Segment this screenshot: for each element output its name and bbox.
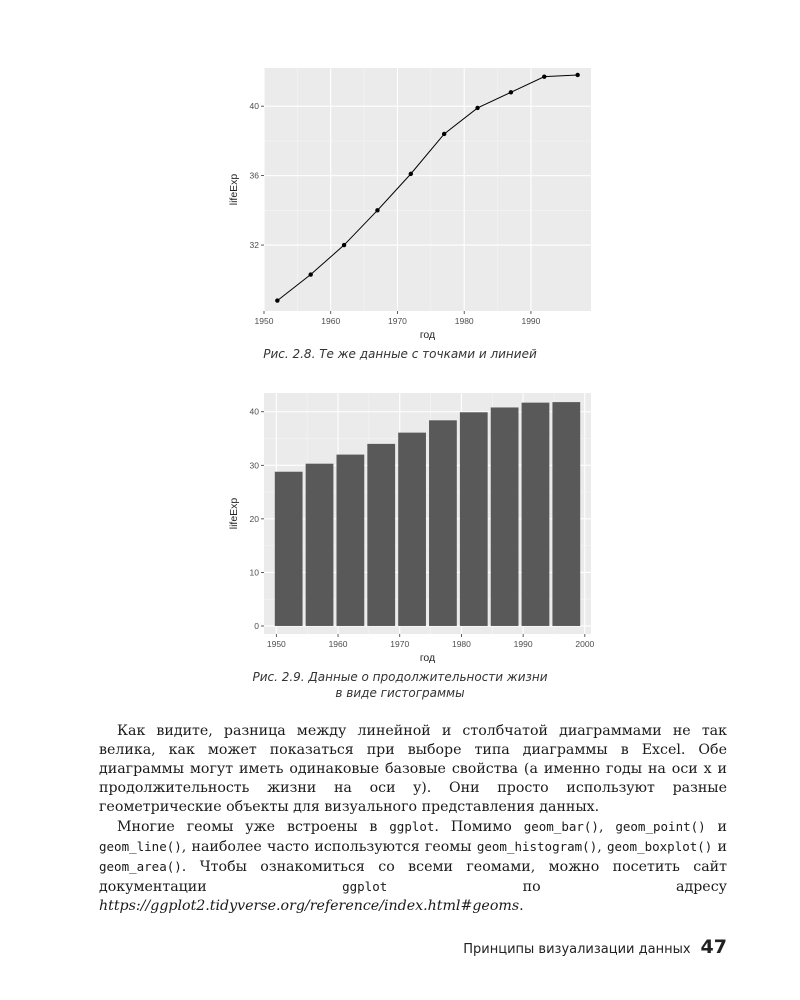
y-axis-label: lifeExp <box>228 173 240 206</box>
line-chart <box>225 62 600 342</box>
data-point <box>575 73 579 77</box>
bar <box>336 455 364 626</box>
figure-2-9-caption <box>0 669 800 701</box>
body-text <box>99 722 727 916</box>
figure-2-9 <box>225 388 600 664</box>
x-tick-label: 1970 <box>390 639 410 649</box>
x-axis-label: год <box>419 329 436 341</box>
text: и <box>712 839 727 855</box>
code-geom-area: geom_area() <box>99 859 182 874</box>
code-geom-histogram: geom_histogram() <box>476 839 598 854</box>
text: по адресу <box>387 879 727 895</box>
data-point <box>342 243 346 247</box>
figure-2-8 <box>225 62 600 342</box>
data-point <box>275 298 279 302</box>
data-point <box>409 172 413 176</box>
x-tick-label: 1950 <box>254 316 274 326</box>
y-axis-label: lifeExp <box>228 497 240 530</box>
x-tick-label: 1960 <box>328 639 348 649</box>
text: и <box>705 819 728 835</box>
x-tick-label: 1960 <box>321 316 341 326</box>
x-tick-label: 2000 <box>575 639 595 649</box>
y-tick-label: 36 <box>249 170 259 181</box>
code-geom-point: geom_point() <box>615 819 706 834</box>
figure-2-9-caption-line-2: в виде гистограммы <box>335 686 465 700</box>
page-footer <box>0 936 727 958</box>
text: . Помимо <box>434 819 524 835</box>
text: , наиболее часто используются геомы <box>181 839 477 855</box>
data-point <box>509 90 513 94</box>
text: . <box>519 898 524 914</box>
x-axis-label: год <box>419 652 436 664</box>
bar <box>306 464 334 626</box>
data-point <box>375 208 379 212</box>
y-tick-label: 40 <box>249 406 259 417</box>
page-number: 47 <box>700 936 727 958</box>
text: , <box>597 839 607 855</box>
y-tick-label: 32 <box>249 240 259 251</box>
running-title: Принципы визуализации данных <box>463 942 691 957</box>
text: Многие геомы уже встроены в <box>117 819 390 835</box>
figure-2-9-caption-line-1: Рис. 2.9. Данные о продолжительности жизни <box>252 670 548 684</box>
code-geom-boxplot: geom_boxplot() <box>606 839 713 854</box>
paragraph-1: Как видите, разница между линейной и столбчатой диаграммами не так велика, как может показаться при выборе типа диаграммы в Excel. Обе диаграммы могут иметь одинаковые базовые свойства (а именно годы на оси x и продолжительность жизни на оси y). Они просто используют разные геометрические объекты для визуального представления данных. <box>99 723 727 815</box>
text: , <box>598 819 616 835</box>
data-point <box>309 272 313 276</box>
y-tick-label: 30 <box>249 460 259 471</box>
y-tick-label: 40 <box>249 101 259 112</box>
x-tick-label: 1980 <box>451 639 471 649</box>
text: . Чтобы ознакомиться со всеми геомами, можно посетить сайт документации <box>99 859 727 895</box>
bar <box>522 403 550 626</box>
x-tick-label: 1970 <box>388 316 407 326</box>
docs-link[interactable]: https://ggplot2.tidyverse.org/reference/index.html#geoms <box>99 898 520 914</box>
bar <box>491 407 519 626</box>
bar-chart <box>225 388 600 664</box>
x-tick-label: 1980 <box>454 316 474 326</box>
data-point <box>442 132 446 136</box>
code-ggplot: ggplot <box>342 879 388 894</box>
data-point <box>475 106 479 110</box>
x-tick-label: 1990 <box>513 639 533 649</box>
code-geom-line: geom_line() <box>99 839 182 854</box>
bar <box>367 444 395 626</box>
y-tick-label: 20 <box>249 513 259 524</box>
code-ggplot: ggplot <box>389 819 435 834</box>
paragraph-2 <box>99 817 727 916</box>
bar <box>460 412 488 626</box>
x-tick-label: 1950 <box>266 639 286 649</box>
code-geom-bar: geom_bar() <box>523 819 599 834</box>
bar <box>398 433 426 626</box>
y-tick-label: 0 <box>254 620 259 631</box>
bar <box>552 402 580 626</box>
bar <box>275 472 303 626</box>
data-point <box>542 74 546 78</box>
x-tick-label: 1990 <box>521 316 541 326</box>
plot-panel <box>264 68 591 311</box>
y-tick-label: 10 <box>249 567 259 578</box>
bar <box>429 420 457 626</box>
figure-2-8-caption: Рис. 2.8. Те же данные с точками и линией <box>263 347 537 361</box>
